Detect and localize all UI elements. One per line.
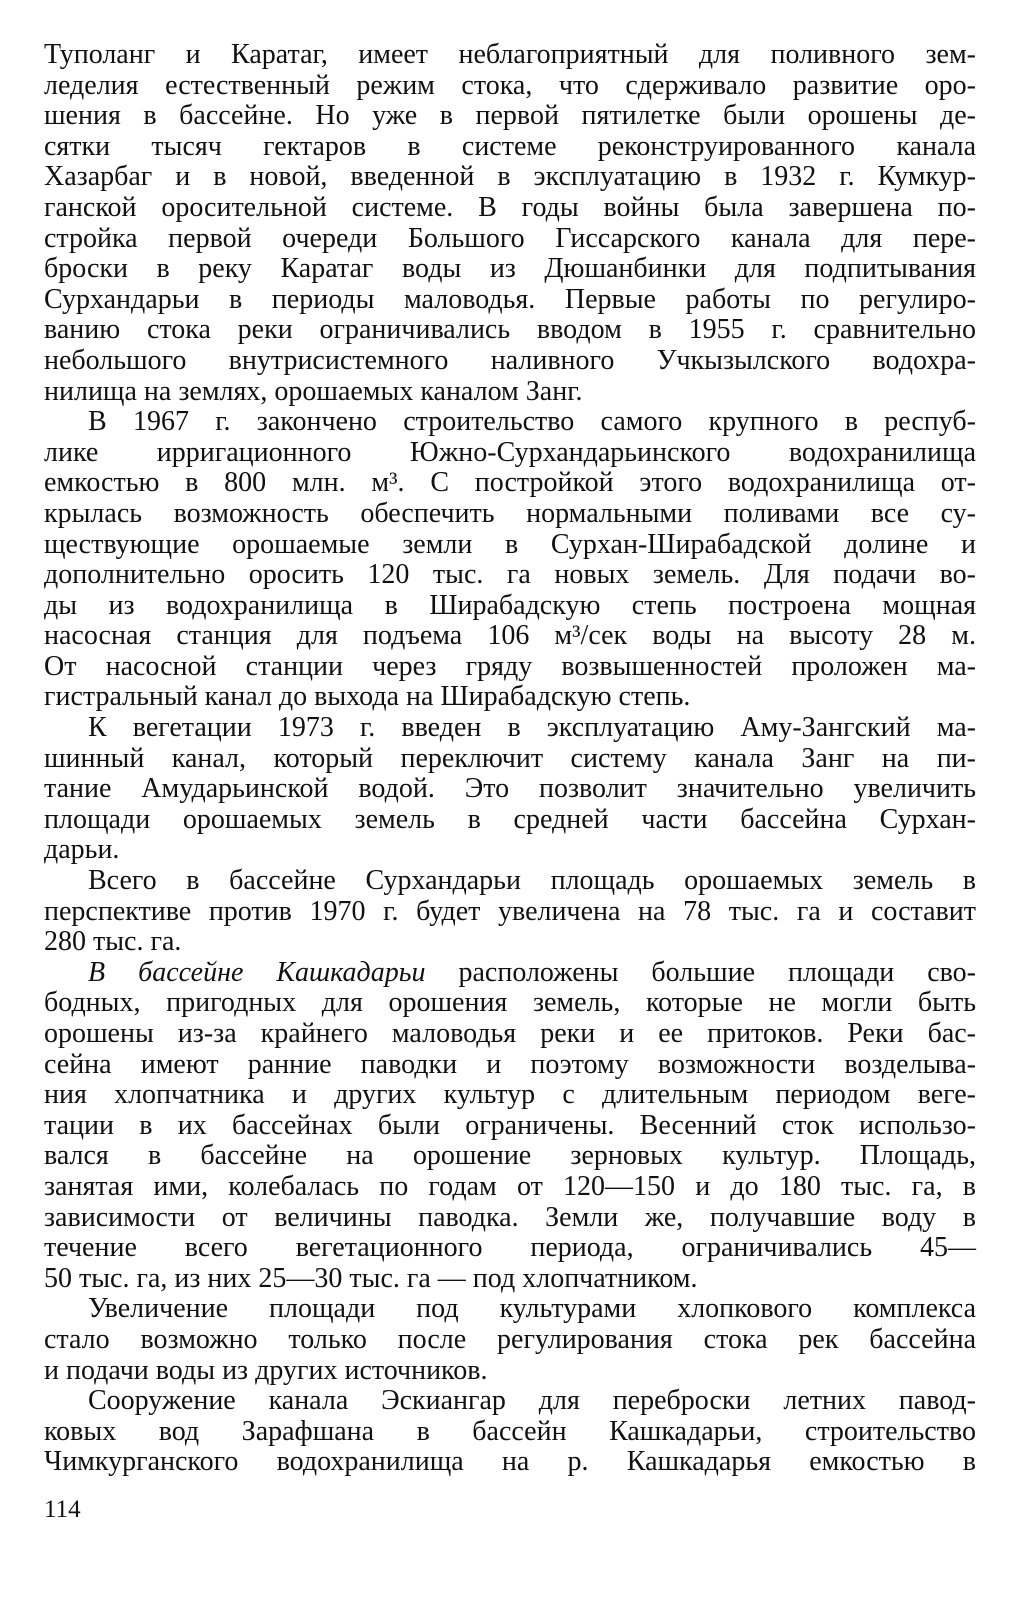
text-line: 50 тыс. га, из них 25—30 тыс. га — под хлопчатником.	[44, 1262, 698, 1294]
text-line: броски в реку Каратаг воды из Дюшанбинки для подпитывания	[44, 253, 976, 285]
text-line: Сурхандарьи в периоды маловодья. Первые работы по регулиро-	[44, 283, 976, 315]
paragraph-1	[44, 40, 976, 407]
paragraph-6	[44, 1294, 976, 1386]
text-line: ния хлопчатника и других культур с длительным периодом веге-	[44, 1079, 976, 1111]
text-line: ды из водохранилища в Ширабадскую степь построена мощная	[44, 589, 976, 621]
text-line: течение всего вегетационного периода, ограничивались 45—	[44, 1232, 976, 1264]
text-line: емкостью в 800 млн. м³. С постройкой этого водохранилища от-	[44, 467, 976, 499]
page-number: 114	[44, 1496, 81, 1523]
text-line: площади орошаемых земель в средней части бассейна Сурхан-	[44, 803, 976, 835]
text-line: В 1967 г. закончено строительство самого крупного в респуб-	[88, 406, 976, 438]
text-line: дополнительно оросить 120 тыс. га новых земель. Для подачи во-	[44, 559, 976, 591]
text-line: небольшого внутрисистемного наливного Учкызылского водохра-	[44, 344, 976, 376]
text-line: занятая ими, колебалась по годам от 120—150 и до 180 тыс. га, в	[44, 1170, 976, 1202]
text-line: От насосной станции через гряду возвышенностей проложен ма-	[44, 650, 976, 682]
text-line: крылась возможность обеспечить нормальными поливами все су-	[44, 497, 976, 529]
text-line: стройка первой очереди Большого Гиссарского канала для пере-	[44, 222, 976, 254]
paragraph-4	[44, 866, 976, 958]
page-body	[44, 40, 976, 1478]
text-line: Туполанг и Каратаг, имеет неблагоприятный для поливного зем-	[44, 39, 976, 70]
paragraph-3	[44, 713, 976, 866]
text-line	[44, 958, 976, 989]
paragraph-5	[44, 958, 976, 1295]
text-line: Хазарбаг и в новой, введенной в эксплуатацию в 1932 г. Кумкур-	[44, 161, 976, 193]
text-line: шинный канал, который переключит систему канала Занг на пи-	[44, 742, 976, 774]
text-line: насосная станция для подъема 106 м³/сек воды на высоту 28 м.	[44, 620, 976, 652]
text-line: сятки тысяч гектаров в системе реконструированного канала	[44, 130, 976, 162]
text-line-rest: расположены большие площади сво-	[425, 956, 976, 988]
text-line: ществующие орошаемые земли в Сурхан-Ширабадской долине и	[44, 528, 976, 560]
text-line: стало возможно только после регулирования стока рек бассейна	[44, 1323, 976, 1355]
text-line: нилища на землях, орошаемых каналом Занг.	[44, 375, 583, 407]
paragraph-7	[44, 1386, 976, 1478]
text-line: и подачи воды из других источников.	[44, 1354, 488, 1386]
text-line: Сооружение канала Эскиангар для переброски летних павод-	[88, 1385, 976, 1417]
paragraph-2	[44, 407, 976, 713]
text-line: ковых вод Зарафшана в бассейн Кашкадарьи, строительство	[44, 1415, 976, 1447]
text-line: ганской оросительной системе. В годы войны была завершена по-	[44, 191, 976, 223]
text-line: лике ирригационного Южно-Сурхандарьинского водохранилища	[44, 436, 976, 468]
text-line: гистральный канал до выхода на Ширабадскую степь.	[44, 681, 691, 713]
text-line: Чимкурганского водохранилища на р. Кашкадарья емкостью в	[44, 1446, 976, 1478]
text-line: ванию стока реки ограничивались вводом в 1955 г. сравнительно	[44, 314, 976, 346]
text-line: дарьи.	[44, 834, 120, 866]
text-line: К вегетации 1973 г. введен в эксплуатацию Аму-Зангский ма-	[88, 712, 976, 744]
text-line: тание Амударьинской водой. Это позволит значительно увеличить	[44, 773, 976, 805]
text-line: сейна имеют ранние паводки и поэтому возможности возделыва-	[44, 1048, 976, 1080]
text-line: вался в бассейне на орошение зерновых культур. Площадь,	[44, 1140, 976, 1172]
text-line: Увеличение площади под культурами хлопкового комплекса	[88, 1293, 976, 1325]
text-line: леделия естественный режим стока, что сдерживало развитие оро-	[44, 69, 976, 101]
text-line: 280 тыс. га.	[44, 926, 182, 958]
text-line: перспективе против 1970 г. будет увеличена на 78 тыс. га и составит	[44, 895, 976, 927]
text-line: зависимости от величины паводка. Земли же, получавшие воду в	[44, 1201, 976, 1233]
text-line: бодных, пригодных для орошения земель, которые не могли быть	[44, 987, 976, 1019]
text-line: тации в их бассейнах были ограничены. Весенний сток использо-	[44, 1109, 976, 1141]
italic-lead-heading: В бассейне Кашкадарьи	[88, 956, 426, 988]
text-line: Всего в бассейне Сурхандарьи площадь орошаемых земель в	[88, 865, 976, 897]
text-line: орошены из-за крайнего маловодья реки и ее притоков. Реки бас-	[44, 1018, 976, 1049]
text-line: шения в бассейне. Но уже в первой пятилетке были орошены де-	[44, 100, 976, 132]
